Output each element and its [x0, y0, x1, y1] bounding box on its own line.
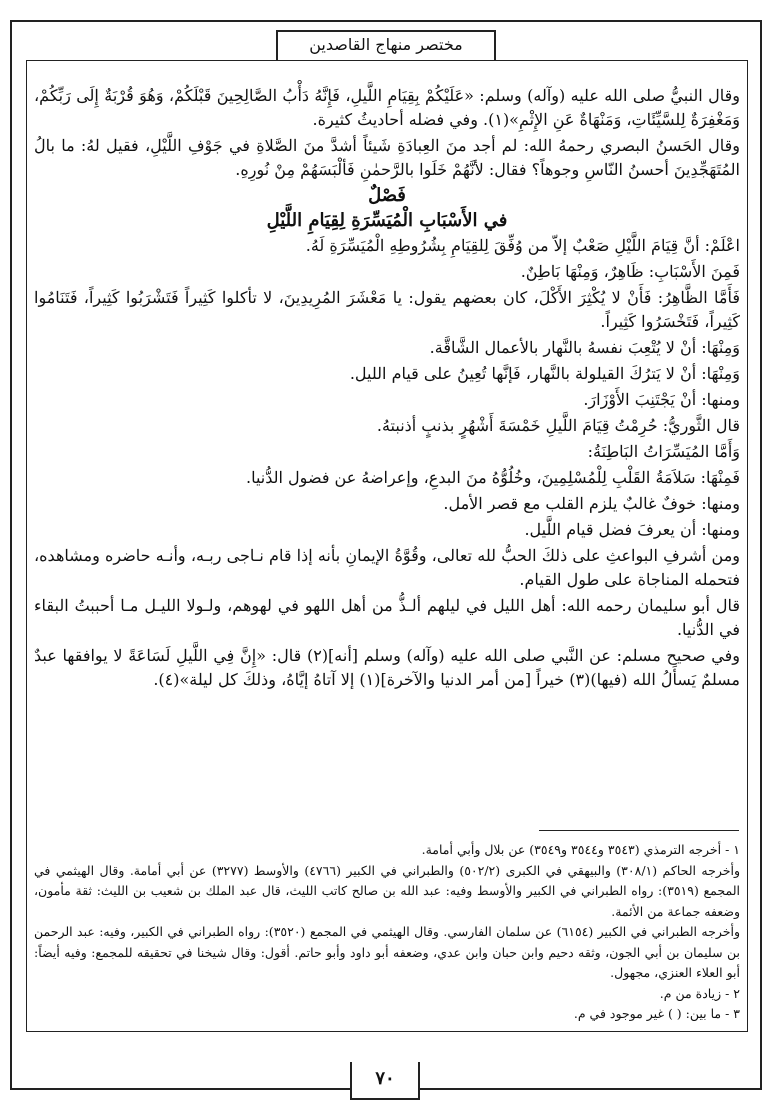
paragraph: ومن أشرفِ البواعثِ على ذلكَ الحبُّ لله تعالى، وقُوَّةُ الإيمانِ بأنه إذا قام نـاجى ربـه، وأنـه حاضره ومشاهده، فتحمله المناجاة على طول القيام.	[34, 546, 740, 589]
paragraph: فَمِنْهَا: سَلاَمَةُ القَلْبِ لِلْمُسْلِمِينَ، وخُلُوُّهُ منَ البدعِ، وإعراضهُ عن فضول الدُّنيا.	[246, 468, 740, 487]
section-label: فَصْلٌ	[368, 185, 406, 206]
paragraph: فَمِنَ الأَسْبَابِ: ظَاهِرٌ، وَمِنْهَا بَاطِنٌ.	[520, 262, 740, 281]
paragraph: وقال الحَسنُ البصري رحمهُ الله: لم أجد منَ العِبادَةِ شَيئاً أشدَّ منَ الصَّلاةِ في جَوْفِ اللَّيْلِ، فقيل لهُ: ما بالُ المُتَهَجِّدِينَ أحسنُ النّاسِ وجوهاً؟ فقال: لأنَّهُمْ خَلَوا بالرَّحمٰنِ فَألْبَسَهُمْ مِنْ نُورِهِ.	[34, 136, 740, 179]
footnote-separator	[539, 830, 739, 831]
footnote: وأخرجه الطبراني في الكبير (٦١٥٤) عن سلمان الفارسي. وقال الهيثمي في المجمع (٣٥٢٠): رواه الطبراني في الكبير، وفيه: عبد الرحمن بن سليمان بن أبي الجون، وثقه دحيم وابن حبان وابن عدي، وضعفه أبو داود وأبو حاتم. أقول: وقال شيخنا في تحقيقه للمجمع: وفيه أيضاً: أبو العلاء العنزي، مجهول.	[34, 924, 740, 980]
paragraph: قال الثَّوريُّ: حُرِمْتُ قِيَامَ اللَّيلِ خَمْسَةَ أَشْهُرٍ بذنبٍ أذنبتهُ.	[376, 416, 740, 435]
paragraph: وَمِنْهَا: أنْ لا يُتْعِبَ نفسهُ بالنَّهار بالأعمال الشَّاقَّة.	[429, 338, 740, 357]
paragraph: فَأَمَّا الظَّاهِرُ: فَأَنْ لا يُكْثِرَ الأَكْلَ، كان بعضهم يقول: يا مَعْشَرَ المُرِيدِينَ، لا تأكلوا كَثِيراً فَتَشْرَبُوا كَثِيراً، فَتَنَامُوا كَثِيراً، فَتَخْسَرُوا كَثِيراً.	[34, 288, 740, 331]
page-number: ٧٠	[350, 1062, 420, 1100]
paragraph: وقال النبيُّ صلى الله عليه (وآله) وسلم: «عَلَيْكُمْ بِقِيَامِ اللَّيلِ، فَإِنَّهُ دَأْبُ الصَّالِحِينَ قَبْلَكُمْ، وَهُوَ قُرْبَةٌ إِلَى رَبِّكُمْ، وَمَغْفِرَةٌ لِلسَّيِّئَاتِ، وَمَنْهَاةٌ عَنِ الإِثْمِ»(١). وفي فضله أحاديثُ كثيرة.	[34, 86, 740, 129]
paragraph: وَمِنْهَا: أنْ لا يَترُكَ القيلولة بالنَّهار، فَإنَّها تُعِينُ على قيام الليل.	[349, 364, 740, 383]
footnote: ١ - أخرجه الترمذي (٣٥٤٣ و٣٥٤٤ و٣٥٤٩) عن بلال وأبي أمامة.	[421, 842, 740, 857]
section-title: في الأَسْبَابِ الْمُيَسِّرَةِ لِقِيَامِ اللَّيْلِ	[266, 210, 508, 231]
footnote: ٣ - ما بين: ( ) غير موجود في م.	[573, 1006, 740, 1021]
footnotes	[34, 840, 740, 1025]
paragraph: ومنها: أن يعرفَ فضل قيام اللَّيل.	[524, 520, 740, 539]
paragraph: وَأَمَّا المُيَسِّرَاتُ البَاطِنَةُ:	[587, 442, 740, 461]
paragraph: وفي صحيح مسلم: عن النَّبي صلى الله عليه (وآله) وسلم [أنه](٢) قال: «إِنَّ فِي اللَّيلِ لَسَاعَةً لا يوافقها عبدٌ مسلمٌ يَسأَلُ الله (فيها)(٣) خيراً [من أمر الدنيا والآخرة](١) إلا آتاهُ إيَّاهُ، وذلكَ كل ليلة»(٤).	[34, 646, 740, 689]
paragraph: ومنها: خوفٌ غالبٌ يلزم القلب مع قصر الأمل.	[443, 494, 740, 513]
paragraph: اعْلَمْ: أنَّ قِيَامَ اللَّيْلِ صَعْبٌ إلاّ من وُفِّقَ لِلقِيَامِ بِشُرُوطِهِ الْمُيَسِّرَةِ لَهُ.	[305, 236, 740, 255]
paragraph: ومنها: أنْ يَجْتَنِبَ الأَوْزَارَ.	[583, 390, 740, 409]
main-text	[34, 84, 740, 694]
footnote: ٢ - زيادة من م.	[659, 985, 740, 1001]
paragraph: قال أبو سليمان رحمه الله: أهل الليل في ليلهم ألـذُّ من أهل اللهو في لهوهم، ولـولا الليـل مـا أحببتُ البقاء في الدُّنيا.	[34, 596, 740, 639]
running-header: مختصر منهاج القاصدين	[276, 30, 496, 60]
footnote: وأخرجه الحاكم (٣٠٨/١) والبيهقي في الكبرى (٥٠٢/٢) والطبراني في الكبير (٤٧٦٦) والأوسط (٣٢٧٧) عن أبي أمامة. وقال الهيثمي في المجمع (٣٥١٩): رواه الطبراني في الكبير والأوسط وفيه: عبد الله بن صالح كاتب الليث، قال عبد الملك بن شعيب بن الليث: ثقة مأمون، وضعفه جماعة من الأئمة.	[34, 862, 740, 919]
